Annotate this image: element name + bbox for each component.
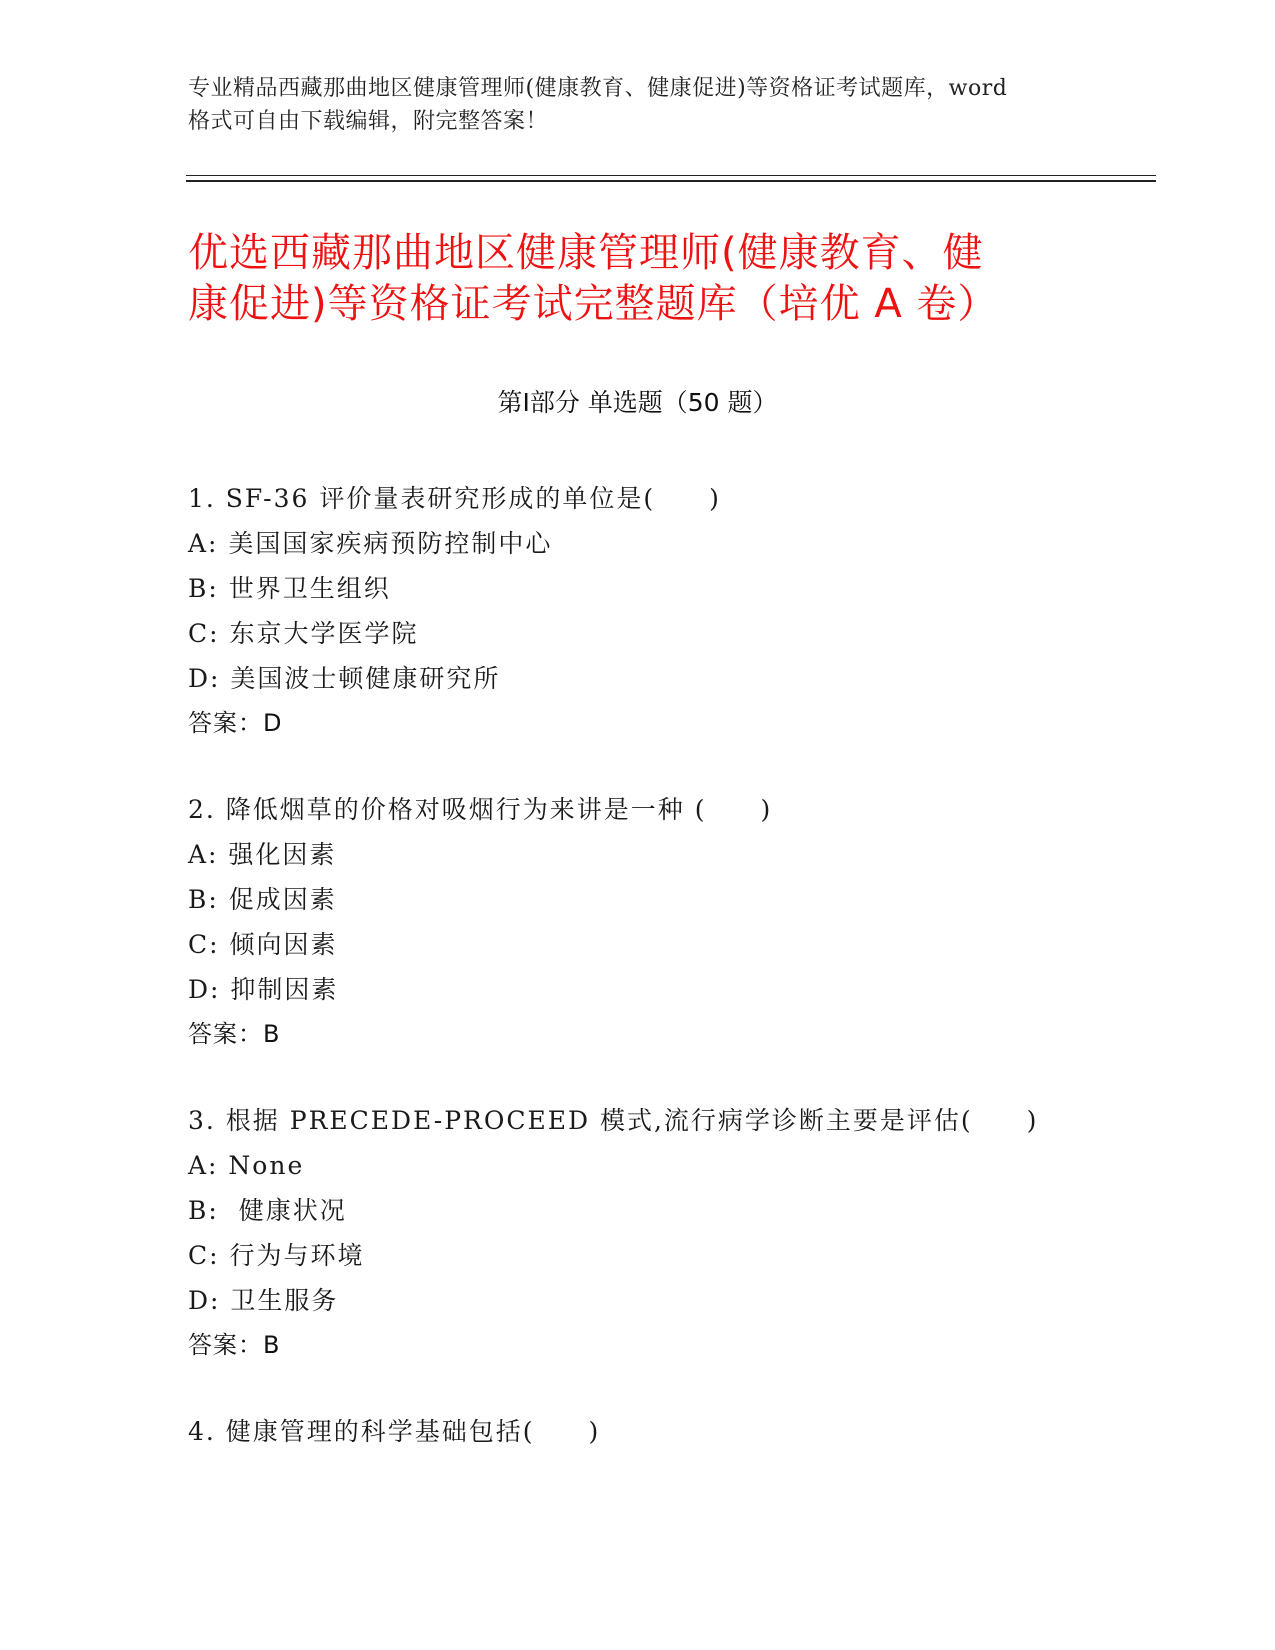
header-divider-thin [186, 175, 1156, 176]
document-title-line-1: 优选西藏那曲地区健康管理师(健康教育、健 [188, 230, 984, 276]
document-title [188, 228, 1118, 330]
answer: 答案：B [188, 1331, 281, 1359]
header-divider-thick [186, 180, 1156, 182]
question-list [188, 476, 1148, 1495]
option-c: C: 倾向因素 [188, 930, 338, 959]
section-heading: 第Ⅰ部分 单选题（50 题） [497, 388, 778, 417]
option-b: B: 健康状况 [188, 1196, 347, 1225]
header-note [188, 72, 1088, 138]
question-4 [188, 1409, 1148, 1454]
question-stem: 2. 降低烟草的价格对吸烟行为来讲是一种 ( ) [188, 795, 773, 824]
header-note-line-2: 格式可自由下载编辑，附完整答案！ [188, 109, 549, 134]
question-3 [188, 1098, 1148, 1368]
option-d: D: 美国波士顿健康研究所 [188, 664, 501, 693]
option-b: B: 促成因素 [188, 885, 337, 914]
question-1 [188, 476, 1148, 746]
option-b: B: 世界卫生组织 [188, 574, 391, 603]
option-a: A: None [188, 1151, 305, 1180]
answer: 答案：D [188, 709, 283, 737]
document-title-line-2: 康促进)等资格证考试完整题库（培优 A 卷） [188, 281, 999, 327]
question-stem: 4. 健康管理的科学基础包括( ) [188, 1417, 601, 1446]
question-stem: 1. SF-36 评价量表研究形成的单位是( ) [188, 484, 721, 513]
answer: 答案：B [188, 1020, 281, 1048]
option-a: A: 强化因素 [188, 840, 337, 869]
option-a: A: 美国国家疾病预防控制中心 [188, 529, 553, 558]
option-c: C: 东京大学医学院 [188, 619, 419, 648]
option-d: D: 卫生服务 [188, 1286, 339, 1315]
question-stem: 3. 根据 PRECEDE-PROCEED 模式,流行病学诊断主要是评估( ) [188, 1106, 1039, 1135]
option-d: D: 抑制因素 [188, 975, 339, 1004]
option-c: C: 行为与环境 [188, 1241, 365, 1270]
header-note-line-1: 专业精品西藏那曲地区健康管理师(健康教育、健康促进)等资格证考试题库，word [188, 76, 1008, 101]
question-2 [188, 787, 1148, 1057]
